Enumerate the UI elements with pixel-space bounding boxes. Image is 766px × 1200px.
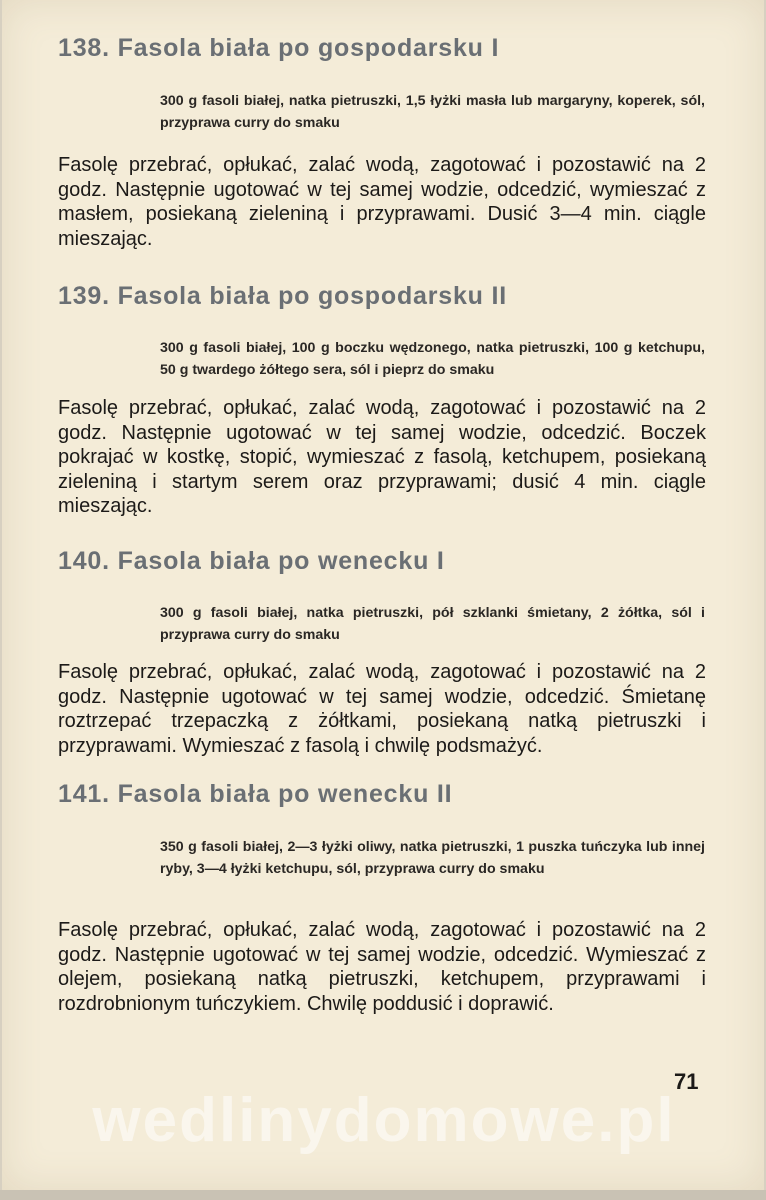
page-bottom-edge xyxy=(0,1190,766,1200)
recipe-ingredients-138: 300 g fasoli białej, natka pietruszki, 1,5 łyżki masła lub margaryny, koperek, sól, przyprawa curry do smaku xyxy=(160,93,705,131)
page-number: 71 xyxy=(674,1069,699,1094)
watermark: wedlinydomowe.pl xyxy=(92,1086,676,1155)
book-page xyxy=(2,0,764,1190)
recipe-method-138: Fasolę przebrać, opłukać, zalać wodą, zagotować i pozostawić na 2 godz. Następnie ugotować w tej samej wodzie, odcedzić, wymieszać z masłem, posiekaną zieleniną i przyprawami. Dusić 3—4 min. ciągle mieszając. xyxy=(58,154,706,250)
recipe-method-139: Fasolę przebrać, opłukać, zalać wodą, zagotować i pozostawić na 2 godz. Następnie ugotować w tej samej wodzie, odcedzić. Boczek pokrajać w kostkę, stopić, wymieszać z fasolą, ketchupem, posiekaną zieleniną i startym serem oraz przyprawami; dusić 4 min. ciągle mieszając. xyxy=(58,397,706,517)
recipe-title-140: 140. Fasola biała po wenecku I xyxy=(58,547,445,575)
recipe-ingredients-139: 300 g fasoli białej, 100 g boczku wędzonego, natka pietruszki, 100 g ketchupu, 50 g twardego żółtego sera, sól i pieprz do smaku xyxy=(160,340,705,378)
recipe-ingredients-140: 300 g fasoli białej, natka pietruszki, pół szklanki śmietany, 2 żółtka, sól i przyprawa curry do smaku xyxy=(160,605,705,643)
recipe-title-141: 141. Fasola biała po wenecku II xyxy=(58,780,453,808)
recipe-title-139: 139. Fasola biała po gospodarsku II xyxy=(58,282,507,310)
recipe-ingredients-141: 350 g fasoli białej, 2—3 łyżki oliwy, natka pietruszki, 1 puszka tuńczyka lub innej ryby, 3—4 łyżki ketchupu, sól, przyprawa curry do smaku xyxy=(160,839,705,877)
recipe-method-141: Fasolę przebrać, opłukać, zalać wodą, zagotować i pozostawić na 2 godz. Następnie ugotować w tej samej wodzie, odcedzić. Wymieszać z olejem, posiekaną natką pietruszki, ketchupem, przyprawami i rozdrobnionym tuńczykiem. Chwilę poddusić i doprawić. xyxy=(58,919,706,1015)
recipe-title-138: 138. Fasola biała po gospodarsku I xyxy=(58,34,500,62)
recipe-method-140: Fasolę przebrać, opłukać, zalać wodą, zagotować i pozostawić na 2 godz. Następnie ugotować w tej samej wodzie, odcedzić. Śmietanę roztrzepać trzepaczką z żółtkami, posiekaną natką pietruszki i przyprawami. Wymieszać z fasolą i chwilę podsmażyć. xyxy=(58,661,706,757)
